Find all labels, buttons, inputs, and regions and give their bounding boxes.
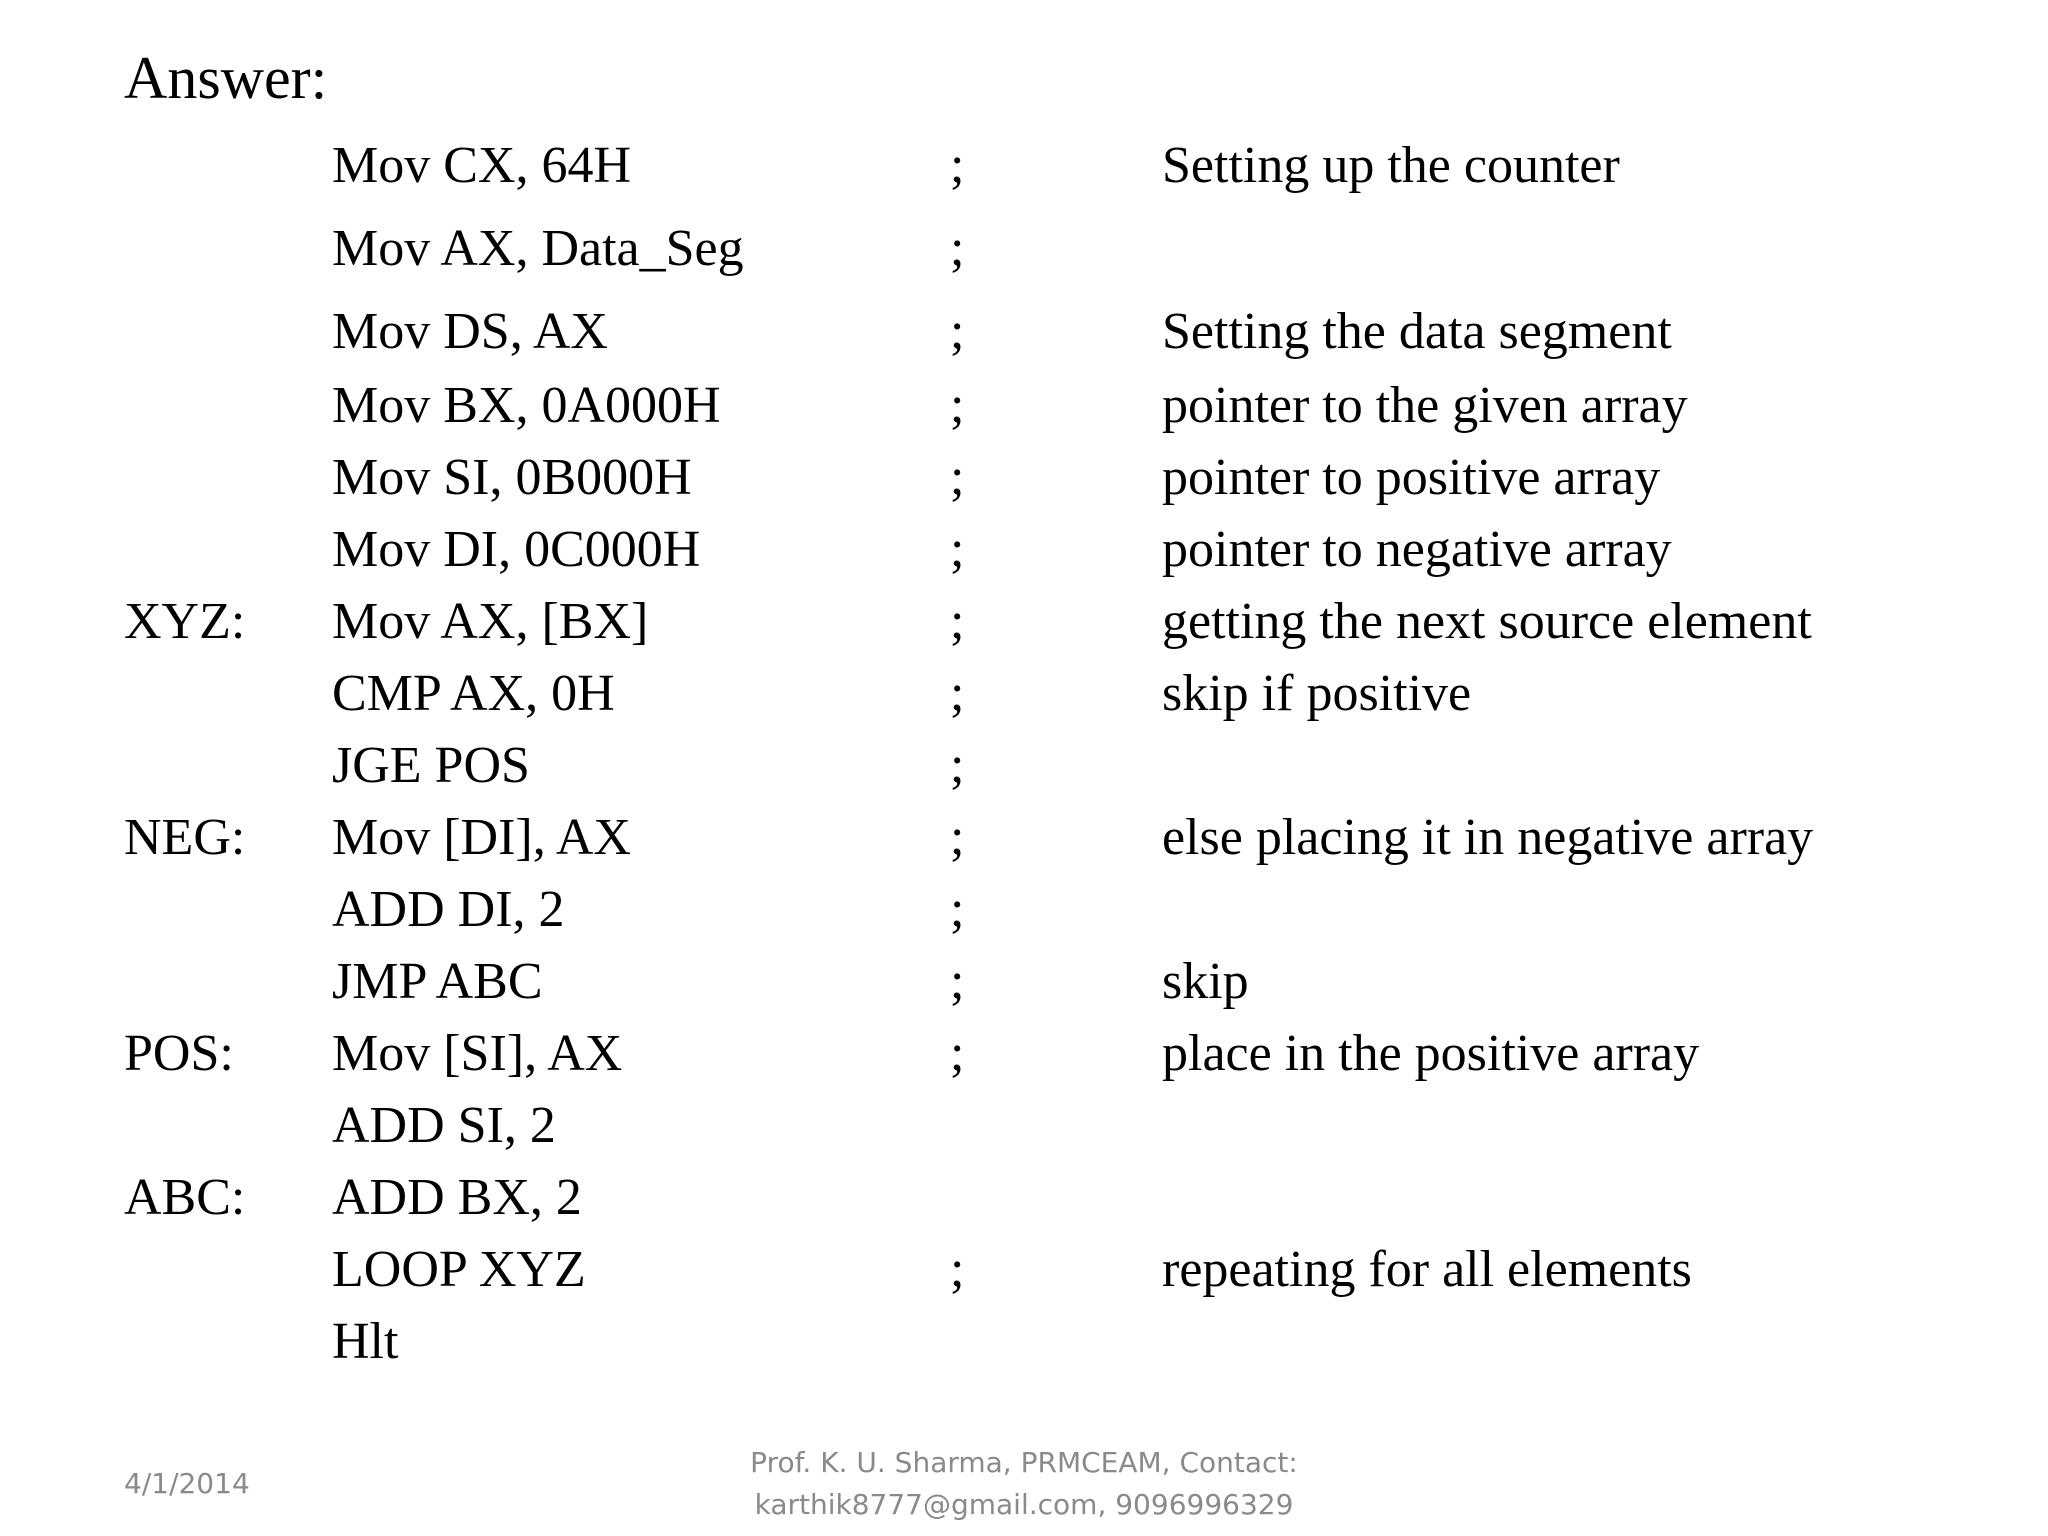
code-comment: pointer to positive array <box>1162 449 1661 506</box>
code-instruction: ADD SI, 2 <box>332 1097 556 1154</box>
code-comment: else placing it in negative array <box>1162 809 1814 866</box>
code-separator: ; <box>950 665 965 722</box>
code-separator: ; <box>950 953 965 1010</box>
code-label: ABC: <box>124 1169 246 1226</box>
code-comment: skip <box>1162 953 1249 1010</box>
code-separator: ; <box>950 593 965 650</box>
code-line <box>0 370 2048 442</box>
code-label: NEG: <box>124 809 246 866</box>
code-instruction: Hlt <box>332 1313 399 1370</box>
code-instruction: Mov CX, 64H <box>332 137 632 194</box>
code-separator: ; <box>950 377 965 434</box>
code-instruction: Mov [DI], AX <box>332 809 631 866</box>
code-comment: Setting the data segment <box>1162 303 1672 360</box>
code-label: XYZ: <box>124 593 246 650</box>
code-line <box>0 802 2048 874</box>
code-line <box>0 1234 2048 1306</box>
code-line <box>0 1162 2048 1234</box>
code-line <box>0 1090 2048 1162</box>
code-comment: skip if positive <box>1162 665 1472 722</box>
code-instruction: Mov BX, 0A000H <box>332 377 721 434</box>
code-comment: repeating for all elements <box>1162 1241 1692 1298</box>
code-comment: Setting up the counter <box>1162 137 1620 194</box>
code-instruction: Mov DI, 0C000H <box>332 521 701 578</box>
code-instruction: Mov AX, [BX] <box>332 593 649 650</box>
code-instruction: JMP ABC <box>332 953 543 1010</box>
code-separator: ; <box>950 1241 965 1298</box>
code-line <box>0 586 2048 658</box>
code-separator: ; <box>950 521 965 578</box>
code-separator: ; <box>950 220 965 277</box>
code-comment: pointer to negative array <box>1162 521 1672 578</box>
code-separator: ; <box>950 449 965 506</box>
slide-heading: Answer: <box>124 45 328 111</box>
code-comment: place in the positive array <box>1162 1025 1700 1082</box>
code-line <box>0 874 2048 946</box>
code-line <box>0 213 2048 285</box>
footer-credit-line-2: karthik8777@gmail.com, 9096996329 <box>754 1488 1294 1521</box>
code-line <box>0 1306 2048 1378</box>
code-instruction: Mov SI, 0B000H <box>332 449 692 506</box>
code-line <box>0 658 2048 730</box>
code-separator: ; <box>950 1025 965 1082</box>
code-instruction: ADD BX, 2 <box>332 1169 582 1226</box>
code-instruction: JGE POS <box>332 737 530 794</box>
code-line <box>0 1018 2048 1090</box>
code-comment: getting the next source element <box>1162 593 1812 650</box>
code-label: POS: <box>124 1025 234 1082</box>
footer-date: 4/1/2014 <box>124 1467 250 1500</box>
code-line <box>0 730 2048 802</box>
code-separator: ; <box>950 881 965 938</box>
code-instruction: Mov [SI], AX <box>332 1025 623 1082</box>
code-separator: ; <box>950 303 965 360</box>
footer-credit <box>624 1442 1424 1526</box>
code-separator: ; <box>950 809 965 866</box>
code-line <box>0 130 2048 202</box>
code-instruction: Mov AX, Data_Seg <box>332 220 744 277</box>
code-instruction: CMP AX, 0H <box>332 665 615 722</box>
code-line <box>0 296 2048 368</box>
code-instruction: LOOP XYZ <box>332 1241 586 1298</box>
code-separator: ; <box>950 737 965 794</box>
code-instruction: Mov DS, AX <box>332 303 608 360</box>
code-separator: ; <box>950 137 965 194</box>
code-comment: pointer to the given array <box>1162 377 1688 434</box>
code-instruction: ADD DI, 2 <box>332 881 565 938</box>
code-line <box>0 442 2048 514</box>
code-line <box>0 946 2048 1018</box>
footer-credit-line-1: Prof. K. U. Sharma, PRMCEAM, Contact: <box>750 1446 1298 1479</box>
code-line <box>0 514 2048 586</box>
